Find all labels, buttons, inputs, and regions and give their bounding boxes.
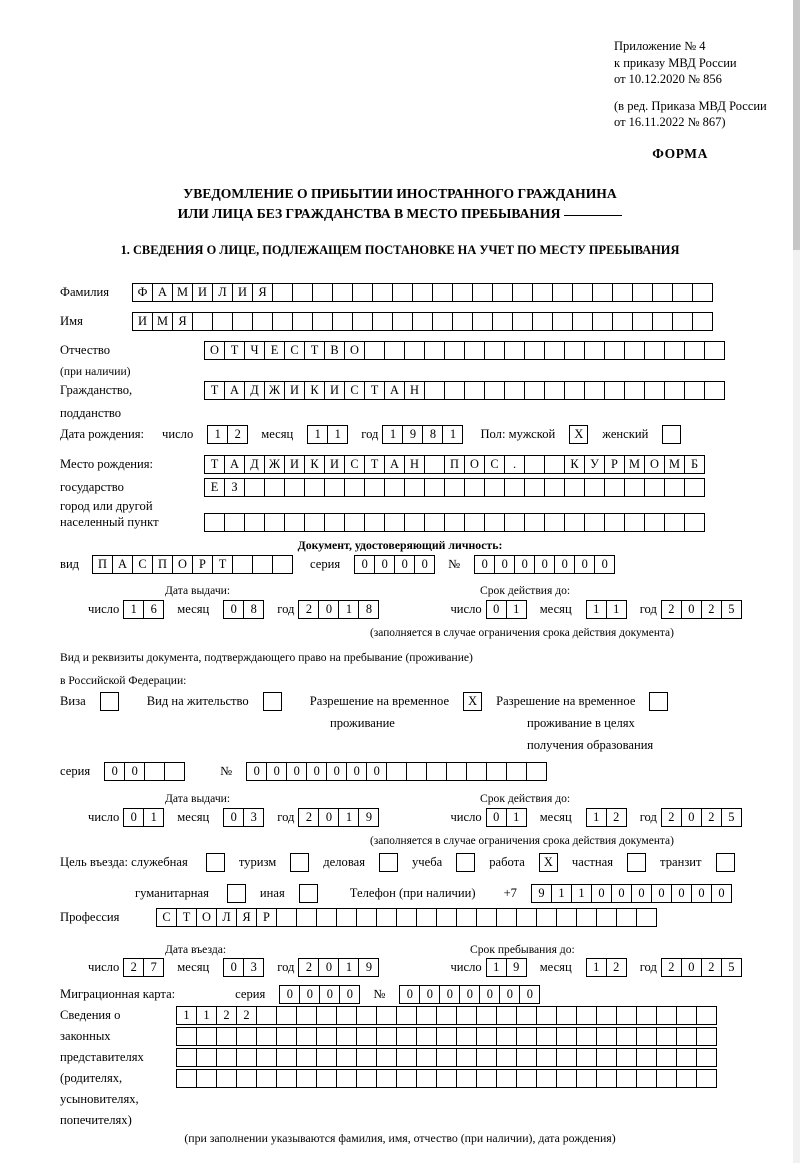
edu-residence-label-3: получения образования [527,737,654,752]
birth-day-input[interactable]: 1 2 [207,425,247,444]
doc-valid-year-label: год [639,602,657,616]
purpose-transit-label: транзит [660,855,702,869]
birthplace-label: Место рождения: [60,457,154,471]
surname-row [60,283,712,302]
birth-year-label: год [361,427,379,441]
representatives-row-4[interactable] [176,1069,716,1088]
citizenship-label2-row [60,404,121,422]
permit-dates-row [88,808,741,827]
surname-input[interactable]: Ф А М И Л И Я [132,283,712,302]
residence-permit-label: Вид на жительство [146,694,249,708]
doc-issue-month-label: месяц [177,602,210,616]
section-1-heading: 1. СВЕДЕНИЯ О ЛИЦЕ, ПОДЛЕЖАЩЕМ ПОСТАНОВКЕ НА УЧЕТ ПО МЕСТУ ПРЕБЫВАНИЯ [120,243,680,257]
permit-number-input[interactable]: 0 0 0 0 0 0 0 [246,762,546,781]
entry-year-label: год [277,960,295,974]
migration-series-input[interactable]: 0 0 0 0 [279,985,359,1004]
permit-valid-month-input[interactable]: 1 2 [586,808,626,827]
temp-residence-label: Разрешение на временное [309,694,450,708]
permit-valid-month-label: месяц [539,810,572,824]
edu-residence-label-2: проживание в целях [527,715,635,730]
permit-heading-1: Вид и реквизиты документа, подтверждающего право на пребывание (проживание) [60,650,473,664]
birth-day-label: число [162,427,194,441]
entry-year-input[interactable]: 2 0 1 9 [298,958,378,977]
document-header [614,38,767,131]
entry-day-label: число [88,960,120,974]
header-line-4: (в ред. Приказа МВД России [614,98,767,113]
phone-input[interactable]: 9 1 1 0 0 0 0 0 0 0 [531,884,731,903]
migration-card-row [60,985,539,1004]
document-kind-input[interactable]: П А С П О Р Т [92,555,292,574]
purpose-private-checkbox[interactable] [627,853,646,872]
purpose-humanitarian-checkbox[interactable] [227,884,246,903]
permit-series-row [60,762,546,781]
representatives-label-1: Сведения о [60,1008,121,1022]
permit-number-label: № [220,764,233,778]
patronymic-input[interactable]: О Т Ч Е С Т В О [204,341,724,360]
stay-until-label: Срок пребывания до: [470,942,575,956]
permit-issue-year-input[interactable]: 2 0 1 9 [298,808,378,827]
representatives-row-3[interactable] [176,1048,716,1067]
visa-checkbox[interactable] [100,692,119,711]
representatives-label-5: усыновителях, [60,1092,139,1106]
scrollbar-track[interactable] [793,0,800,1163]
doc-issue-day-input[interactable]: 1 6 [123,600,163,619]
visa-label: Виза [60,694,86,708]
doc-valid-month-input[interactable]: 1 1 [586,600,626,619]
firstname-row [60,312,712,331]
firstname-label: Имя [60,314,83,328]
permit-issue-year-label: год [277,810,295,824]
birthplace-row [60,455,704,474]
phone-label: Телефон (при наличии) [349,886,476,900]
patronymic-row [60,341,724,360]
permit-issue-day-input[interactable]: 0 1 [123,808,163,827]
birth-month-label: месяц [261,427,294,441]
birthplace-city-input-row1[interactable]: Е З [204,478,704,497]
residence-permit-checkbox[interactable] [263,692,282,711]
firstname-input[interactable]: И М Я [132,312,712,331]
purpose-other-checkbox[interactable] [299,884,318,903]
representatives-row-1[interactable]: 1 1 2 2 [176,1006,716,1025]
permit-valid-year-label: год [639,810,657,824]
document-dates-row [88,600,741,619]
title-underline [564,215,622,216]
entry-date-label: Дата въезда: [165,942,227,956]
permit-type-row [60,692,668,711]
purpose-service-checkbox[interactable] [206,853,225,872]
doc-valid-year-input[interactable]: 2 0 2 5 [661,600,741,619]
document-valid-until-label: Срок действия до: [480,583,571,597]
stay-month-input[interactable]: 1 2 [586,958,626,977]
stay-month-label: месяц [539,960,572,974]
permit-series-input[interactable]: 0 0 [104,762,184,781]
permit-issue-date-label: Дата выдачи: [165,791,231,805]
header-line-5: от 16.11.2022 № 867) [614,115,726,129]
profession-row [60,908,656,927]
birthplace-label-4: населенный пункт [60,515,159,529]
profession-input[interactable]: С Т О Л Я Р [156,908,656,927]
representatives-label-2: законных [60,1029,111,1043]
edu-residence-checkbox[interactable] [649,692,668,711]
doc-issue-year-label: год [277,602,295,616]
representatives-label-6: попечителях) [60,1113,132,1127]
purpose-row-2 [135,884,731,903]
purpose-label: Цель въезда: служебная [60,855,188,869]
citizenship-row [60,381,724,400]
migration-series-label: серия [235,987,266,1001]
birthplace-label-2: государство [60,480,124,494]
document-series-input[interactable]: 0 0 0 0 [354,555,434,574]
purpose-study-checkbox[interactable] [456,853,475,872]
phone-prefix: +7 [503,886,517,900]
birthplace-state-input[interactable]: Т А Д Ж И К И С Т А Н П О С . К У Р М О М Б [204,455,704,474]
permit-issue-month-input[interactable]: 0 3 [223,808,263,827]
document-series-label: серия [310,557,341,571]
header-line-1: Приложение № 4 [614,39,706,53]
header-line-2: к приказу МВД России [614,55,737,70]
representatives-labels [60,1005,178,1131]
entry-month-label: месяц [177,960,210,974]
permit-issue-month-label: месяц [177,810,210,824]
purpose-study-label: учеба [412,855,443,869]
purpose-private-label: частная [571,855,614,869]
stay-day-label: число [450,960,482,974]
document-issue-date-label: Дата выдачи: [165,583,231,597]
representatives-label-4: (родителях, [60,1071,123,1085]
permit-valid-year-input[interactable]: 2 0 2 5 [661,808,741,827]
purpose-business-label: деловая [323,855,365,869]
purpose-work-checkbox[interactable]: Х [539,853,558,872]
purpose-humanitarian-label: гуманитарная [135,886,209,900]
document-limit-note: (заполняется в случае ограничения срока действия документа) [370,627,674,639]
representatives-label-3: представителях [60,1050,144,1064]
permit-valid-day-label: число [450,810,482,824]
patronymic-sub-label: (при наличии) [60,364,131,378]
document-kind-label: вид [60,557,80,571]
temp-residence-label-2: проживание [330,715,395,730]
sex-male-label: Пол: мужской [480,427,556,441]
citizenship-label: Гражданство, [60,383,133,397]
birthplace-city-input-row2[interactable] [204,513,704,532]
stay-year-input[interactable]: 2 0 2 5 [661,958,741,977]
purpose-work-label: работа [489,855,525,869]
document-kind-row [60,555,614,574]
sex-female-label: женский [602,427,649,441]
purpose-row-1 [60,853,735,872]
birthdate-label: Дата рождения: [60,427,144,441]
sex-male-checkbox[interactable]: Х [569,425,588,444]
surname-label: Фамилия [60,285,110,299]
representatives-row-2[interactable] [176,1027,716,1046]
entry-day-input[interactable]: 2 7 [123,958,163,977]
stay-year-label: год [639,960,657,974]
patronymic-sub-label-row [60,362,131,380]
representatives-footer-note: (при заполнении указываются фамилия, имя, отчество (при наличии), дата рождения) [184,1131,616,1145]
purpose-business-checkbox[interactable] [379,853,398,872]
permit-valid-until-label: Срок действия до: [480,791,571,805]
permit-issue-day-label: число [88,810,120,824]
birthplace-label-3: город или другой [60,498,153,513]
doc-valid-month-label: месяц [539,602,572,616]
migration-number-label: № [373,987,386,1001]
purpose-tourism-label: туризм [238,855,277,869]
doc-valid-day-label: число [450,602,482,616]
stay-day-input[interactable]: 1 9 [486,958,526,977]
birthplace-city-row2 [60,513,704,532]
header-line-3: от 10.12.2020 № 856 [614,72,722,86]
permit-limit-note: (заполняется в случае ограничения срока действия документа) [370,835,674,847]
permit-heading-2: в Российской Федерации: [60,673,187,687]
identity-document-heading: Документ, удостоверяющий личность: [297,538,503,552]
representatives-grid [176,1006,716,1090]
citizenship-input[interactable]: Т А Д Ж И К И С Т А Н [204,381,724,400]
sex-female-checkbox[interactable] [662,425,681,444]
document-number-input[interactable]: 0 0 0 0 0 0 0 [474,555,614,574]
edu-residence-label: Разрешение на временное [496,694,636,708]
doc-issue-month-input[interactable]: 0 8 [223,600,263,619]
purpose-transit-checkbox[interactable] [716,853,735,872]
doc-issue-day-label: число [88,602,120,616]
temp-residence-checkbox[interactable]: Х [463,692,482,711]
patronymic-label: Отчество [60,343,111,357]
migration-number-input[interactable]: 0 0 0 0 0 0 0 [399,985,539,1004]
forma-label: ФОРМА [652,146,708,161]
scrollbar-thumb[interactable] [793,0,800,250]
entry-month-input[interactable]: 0 3 [223,958,263,977]
purpose-tourism-checkbox[interactable] [290,853,309,872]
doc-valid-day-input[interactable]: 0 1 [486,600,526,619]
citizenship-label-2: подданство [60,405,122,420]
birthplace-state-label-row [60,478,704,497]
migration-card-label: Миграционная карта: [60,987,176,1001]
profession-label: Профессия [60,910,120,924]
permit-series-label: серия [60,764,91,778]
document-number-label: № [448,557,461,571]
birth-year-input[interactable]: 1 9 8 1 [382,425,462,444]
birth-month-input[interactable]: 1 1 [307,425,347,444]
purpose-other-label: иная [259,886,285,900]
title-line-2: ИЛИ ЛИЦА БЕЗ ГРАЖДАНСТВА В МЕСТО ПРЕБЫВАНИЯ [177,206,561,221]
birthdate-row [60,425,681,444]
entry-dates-row [88,958,741,977]
permit-valid-day-input[interactable]: 0 1 [486,808,526,827]
title-line-1: УВЕДОМЛЕНИЕ О ПРИБЫТИИ ИНОСТРАННОГО ГРАЖДАНИНА [183,186,617,201]
page-title [0,184,800,224]
doc-issue-year-input[interactable]: 2 0 1 8 [298,600,378,619]
